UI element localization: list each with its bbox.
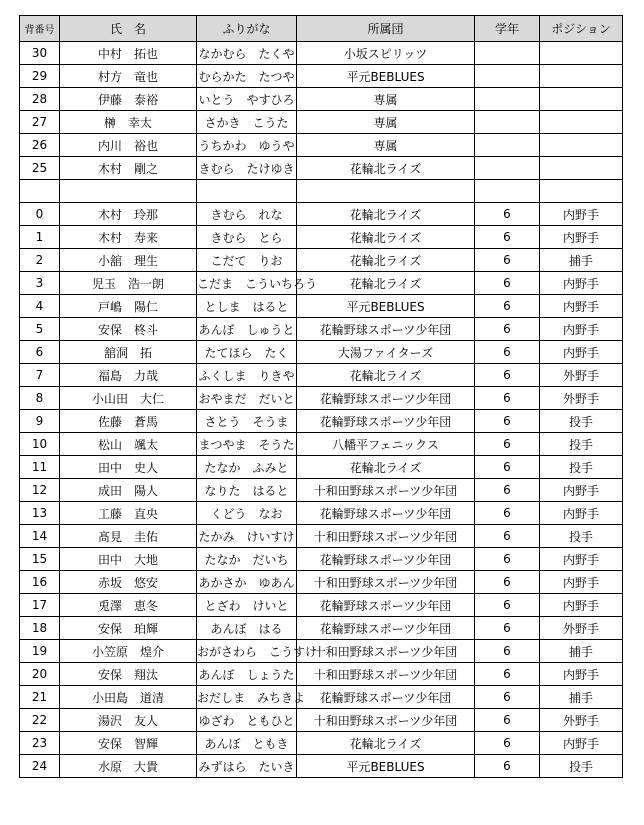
cell-team: 十和田野球スポーツ少年団 [297, 709, 475, 732]
table-row [20, 755, 623, 778]
cell-team: 専属 [297, 111, 475, 134]
cell-name: 木村 玲那 [60, 203, 197, 226]
cell-name: 小山田 大仁 [60, 387, 197, 410]
table-row [20, 410, 623, 433]
cell-name [60, 180, 197, 203]
cell-name: 福島 力哉 [60, 364, 197, 387]
cell-grade: 6 [475, 663, 540, 686]
cell-furigana: おだしま みちきよ [197, 686, 297, 709]
cell-furigana: いとう やすひろ [197, 88, 297, 111]
cell-team: 十和田野球スポーツ少年団 [297, 525, 475, 548]
table-row [20, 640, 623, 663]
header-furigana: ふりがな [197, 16, 297, 42]
cell-name: 田中 史人 [60, 456, 197, 479]
cell-position [540, 180, 623, 203]
cell-number: 1 [20, 226, 60, 249]
cell-number: 13 [20, 502, 60, 525]
table-row [20, 42, 623, 65]
cell-position: 外野手 [540, 387, 623, 410]
cell-name: 佐藤 蒼馬 [60, 410, 197, 433]
table-body [20, 42, 623, 778]
table-row [20, 157, 623, 180]
cell-team: 専属 [297, 88, 475, 111]
table-row [20, 111, 623, 134]
cell-number: 5 [20, 318, 60, 341]
table-row [20, 318, 623, 341]
cell-number: 3 [20, 272, 60, 295]
cell-team: 花輪北ライズ [297, 456, 475, 479]
table-row [20, 387, 623, 410]
table-row [20, 617, 623, 640]
cell-grade: 6 [475, 249, 540, 272]
cell-furigana: きむら とら [197, 226, 297, 249]
cell-furigana [197, 180, 297, 203]
cell-name: 田中 大地 [60, 548, 197, 571]
cell-number: 30 [20, 42, 60, 65]
cell-grade: 6 [475, 617, 540, 640]
cell-position: 内野手 [540, 203, 623, 226]
cell-name: 安保 柊斗 [60, 318, 197, 341]
cell-position: 投手 [540, 410, 623, 433]
cell-position: 捕手 [540, 249, 623, 272]
cell-position: 内野手 [540, 571, 623, 594]
cell-furigana: おやまだ だいと [197, 387, 297, 410]
cell-number: 15 [20, 548, 60, 571]
table-row [20, 686, 623, 709]
cell-team: 花輪野球スポーツ少年団 [297, 686, 475, 709]
cell-team: 平元BEBLUES [297, 755, 475, 778]
cell-name: 中村 拓也 [60, 42, 197, 65]
cell-team: 十和田野球スポーツ少年団 [297, 479, 475, 502]
table-row [20, 180, 623, 203]
cell-team: 花輪野球スポーツ少年団 [297, 548, 475, 571]
table-row [20, 525, 623, 548]
cell-furigana: ふくしま りきや [197, 364, 297, 387]
cell-position: 投手 [540, 433, 623, 456]
cell-number: 20 [20, 663, 60, 686]
cell-position: 投手 [540, 525, 623, 548]
cell-name: 安保 智輝 [60, 732, 197, 755]
cell-grade: 6 [475, 226, 540, 249]
table-row [20, 341, 623, 364]
cell-name: 児玉 浩一朗 [60, 272, 197, 295]
cell-name: 松山 颯太 [60, 433, 197, 456]
cell-team: 花輪北ライズ [297, 157, 475, 180]
cell-furigana: あんぼ はる [197, 617, 297, 640]
table-row [20, 364, 623, 387]
cell-number: 6 [20, 341, 60, 364]
cell-team: 平元BEBLUES [297, 295, 475, 318]
cell-number: 8 [20, 387, 60, 410]
cell-number: 25 [20, 157, 60, 180]
cell-furigana: なかむら たくや [197, 42, 297, 65]
cell-position: 外野手 [540, 364, 623, 387]
cell-position [540, 134, 623, 157]
cell-grade: 6 [475, 686, 540, 709]
cell-grade [475, 157, 540, 180]
cell-team: 花輪北ライズ [297, 732, 475, 755]
cell-number: 21 [20, 686, 60, 709]
cell-number: 4 [20, 295, 60, 318]
cell-grade: 6 [475, 548, 540, 571]
cell-number: 7 [20, 364, 60, 387]
cell-team: 花輪北ライズ [297, 203, 475, 226]
cell-grade: 6 [475, 594, 540, 617]
cell-name: 工藤 直央 [60, 502, 197, 525]
cell-number: 26 [20, 134, 60, 157]
cell-position: 捕手 [540, 686, 623, 709]
cell-position: 内野手 [540, 318, 623, 341]
cell-furigana: たなか ふみと [197, 456, 297, 479]
table-row [20, 249, 623, 272]
table-row [20, 479, 623, 502]
cell-number [20, 180, 60, 203]
cell-furigana: さとう そうま [197, 410, 297, 433]
cell-name: 榊 幸太 [60, 111, 197, 134]
cell-grade [475, 134, 540, 157]
cell-grade [475, 88, 540, 111]
cell-name: 村方 竜也 [60, 65, 197, 88]
cell-grade: 6 [475, 433, 540, 456]
cell-furigana: まつやま そうた [197, 433, 297, 456]
cell-number: 9 [20, 410, 60, 433]
cell-position [540, 42, 623, 65]
table-row [20, 502, 623, 525]
cell-number: 23 [20, 732, 60, 755]
cell-name: 内川 裕也 [60, 134, 197, 157]
cell-team [297, 180, 475, 203]
cell-grade: 6 [475, 318, 540, 341]
cell-position: 内野手 [540, 663, 623, 686]
cell-team: 花輪北ライズ [297, 226, 475, 249]
table-row [20, 88, 623, 111]
cell-name: 木村 寿来 [60, 226, 197, 249]
cell-grade: 6 [475, 203, 540, 226]
cell-name: 小舘 理生 [60, 249, 197, 272]
cell-number: 24 [20, 755, 60, 778]
cell-position: 投手 [540, 456, 623, 479]
cell-furigana: こだて りお [197, 249, 297, 272]
cell-position: 捕手 [540, 640, 623, 663]
cell-team: 小坂スピリッツ [297, 42, 475, 65]
cell-team: 花輪野球スポーツ少年団 [297, 594, 475, 617]
cell-number: 29 [20, 65, 60, 88]
cell-position: 内野手 [540, 341, 623, 364]
cell-name: 木村 剛之 [60, 157, 197, 180]
cell-grade: 6 [475, 525, 540, 548]
cell-grade: 6 [475, 341, 540, 364]
table-row [20, 203, 623, 226]
header-number: 背番号 [20, 16, 60, 42]
cell-grade: 6 [475, 272, 540, 295]
table-row [20, 65, 623, 88]
header-row [20, 16, 623, 42]
cell-number: 17 [20, 594, 60, 617]
cell-position: 内野手 [540, 272, 623, 295]
table-row [20, 594, 623, 617]
cell-team: 八幡平フェニックス [297, 433, 475, 456]
cell-position: 投手 [540, 755, 623, 778]
cell-position: 内野手 [540, 502, 623, 525]
cell-furigana: あんぼ しょうた [197, 663, 297, 686]
cell-position: 内野手 [540, 548, 623, 571]
cell-grade: 6 [475, 410, 540, 433]
cell-name: 髙見 圭佑 [60, 525, 197, 548]
cell-name: 伊藤 泰裕 [60, 88, 197, 111]
cell-position [540, 88, 623, 111]
cell-number: 18 [20, 617, 60, 640]
roster-table [19, 15, 623, 778]
cell-team: 十和田野球スポーツ少年団 [297, 663, 475, 686]
cell-furigana: むらかた たつや [197, 65, 297, 88]
cell-furigana: とざわ けいと [197, 594, 297, 617]
cell-number: 10 [20, 433, 60, 456]
cell-grade: 6 [475, 295, 540, 318]
cell-grade [475, 180, 540, 203]
cell-number: 16 [20, 571, 60, 594]
cell-team: 花輪北ライズ [297, 272, 475, 295]
cell-furigana: としま はると [197, 295, 297, 318]
cell-furigana: たなか だいち [197, 548, 297, 571]
cell-number: 19 [20, 640, 60, 663]
cell-furigana: たてほら たく [197, 341, 297, 364]
cell-position: 外野手 [540, 709, 623, 732]
cell-grade [475, 65, 540, 88]
cell-name: 兎澤 恵冬 [60, 594, 197, 617]
cell-furigana: あかさか ゆあん [197, 571, 297, 594]
cell-position: 内野手 [540, 594, 623, 617]
cell-name: 安保 翔汰 [60, 663, 197, 686]
table-row [20, 571, 623, 594]
cell-position [540, 111, 623, 134]
cell-name: 舘洞 拓 [60, 341, 197, 364]
cell-team: 大湯ファイターズ [297, 341, 475, 364]
cell-team: 花輪北ライズ [297, 364, 475, 387]
cell-number: 0 [20, 203, 60, 226]
cell-grade: 6 [475, 479, 540, 502]
cell-name: 安保 珀輝 [60, 617, 197, 640]
cell-number: 14 [20, 525, 60, 548]
cell-furigana: おがさわら こうすけ [197, 640, 297, 663]
cell-number: 27 [20, 111, 60, 134]
table-row [20, 433, 623, 456]
cell-team: 花輪北ライズ [297, 249, 475, 272]
cell-number: 2 [20, 249, 60, 272]
cell-number: 22 [20, 709, 60, 732]
cell-furigana: きむら れな [197, 203, 297, 226]
cell-furigana: きむら たけゆき [197, 157, 297, 180]
table-row [20, 272, 623, 295]
cell-furigana: あんぼ しゅうと [197, 318, 297, 341]
cell-grade: 6 [475, 709, 540, 732]
cell-name: 小田島 道清 [60, 686, 197, 709]
cell-name: 成田 陽人 [60, 479, 197, 502]
table-row [20, 134, 623, 157]
cell-number: 12 [20, 479, 60, 502]
cell-number: 11 [20, 456, 60, 479]
cell-grade: 6 [475, 387, 540, 410]
cell-grade: 6 [475, 456, 540, 479]
cell-position: 内野手 [540, 226, 623, 249]
cell-team: 十和田野球スポーツ少年団 [297, 640, 475, 663]
cell-furigana: こだま こういちろう [197, 272, 297, 295]
table-header [20, 16, 623, 42]
cell-furigana: たかみ けいすけ [197, 525, 297, 548]
table-row [20, 663, 623, 686]
cell-furigana: みずはら たいき [197, 755, 297, 778]
cell-number: 28 [20, 88, 60, 111]
cell-grade: 6 [475, 732, 540, 755]
cell-team: 花輪野球スポーツ少年団 [297, 387, 475, 410]
cell-team: 花輪野球スポーツ少年団 [297, 617, 475, 640]
cell-furigana: ゆざわ ともひと [197, 709, 297, 732]
cell-team: 平元BEBLUES [297, 65, 475, 88]
cell-team: 花輪野球スポーツ少年団 [297, 318, 475, 341]
cell-team: 花輪野球スポーツ少年団 [297, 410, 475, 433]
cell-furigana: さかき こうた [197, 111, 297, 134]
table-row [20, 226, 623, 249]
cell-grade [475, 42, 540, 65]
cell-furigana: なりた はると [197, 479, 297, 502]
header-name: 氏 名 [60, 16, 197, 42]
cell-grade: 6 [475, 755, 540, 778]
header-grade: 学年 [475, 16, 540, 42]
cell-position: 内野手 [540, 295, 623, 318]
cell-furigana: あんぼ ともき [197, 732, 297, 755]
cell-position: 外野手 [540, 617, 623, 640]
cell-furigana: くどう なお [197, 502, 297, 525]
table-row [20, 732, 623, 755]
cell-grade [475, 111, 540, 134]
cell-grade: 6 [475, 640, 540, 663]
table-row [20, 295, 623, 318]
cell-grade: 6 [475, 571, 540, 594]
cell-grade: 6 [475, 502, 540, 525]
header-position: ポジション [540, 16, 623, 42]
cell-position [540, 157, 623, 180]
table-row [20, 456, 623, 479]
cell-name: 小笠原 煌介 [60, 640, 197, 663]
cell-name: 水原 大貴 [60, 755, 197, 778]
cell-position: 内野手 [540, 479, 623, 502]
table-row [20, 548, 623, 571]
cell-position: 内野手 [540, 732, 623, 755]
cell-team: 専属 [297, 134, 475, 157]
cell-position [540, 65, 623, 88]
table-row [20, 709, 623, 732]
header-team: 所属団 [297, 16, 475, 42]
cell-name: 湯沢 友人 [60, 709, 197, 732]
cell-name: 戸嶋 陽仁 [60, 295, 197, 318]
cell-team: 花輪野球スポーツ少年団 [297, 502, 475, 525]
cell-team: 十和田野球スポーツ少年団 [297, 571, 475, 594]
cell-name: 赤坂 悠安 [60, 571, 197, 594]
cell-grade: 6 [475, 364, 540, 387]
cell-furigana: うちかわ ゆうや [197, 134, 297, 157]
